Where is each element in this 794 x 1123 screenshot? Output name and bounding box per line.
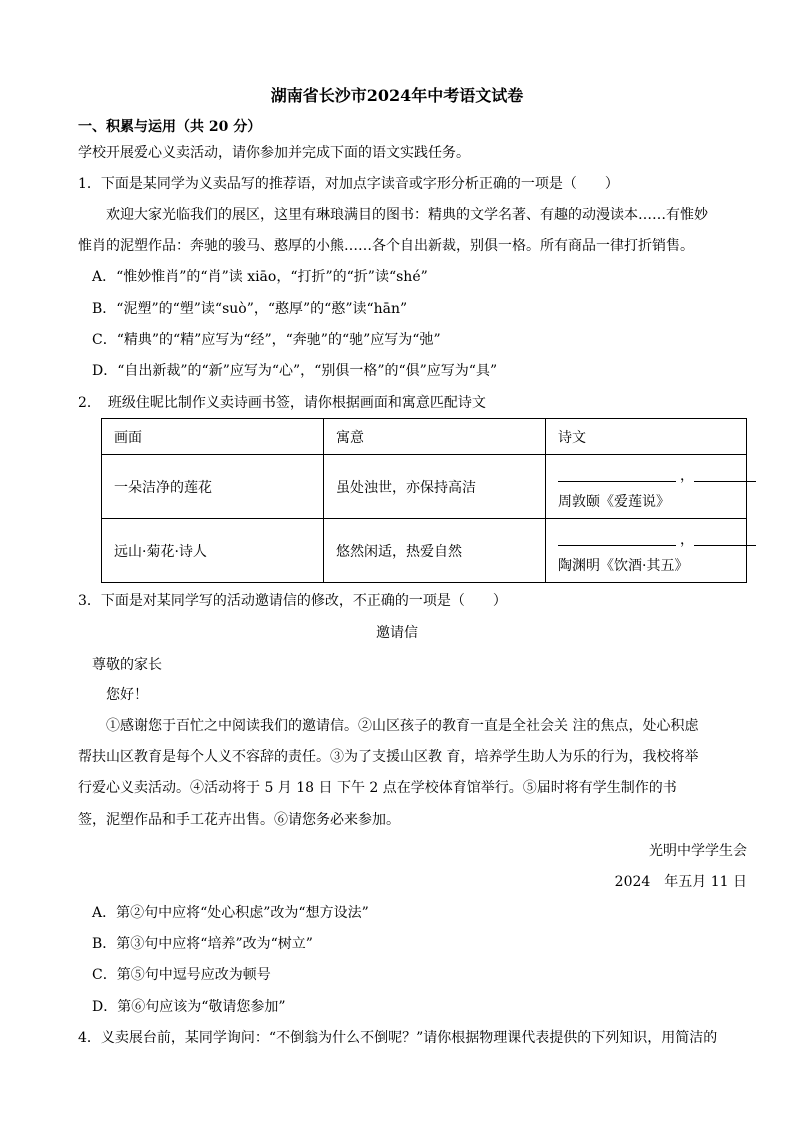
question-1-option-b: B．“泥塑”的“塑”读“suò”，“憨厚”的“憨”读“hān”	[92, 301, 408, 317]
question-3-stem: 3．下面是对某同学写的活动邀请信的修改，不正确的一项是（ ）	[78, 593, 507, 609]
letter-greeting: 您好！	[106, 687, 148, 703]
blank-separator: ，	[680, 531, 694, 548]
answer-blank[interactable]	[694, 467, 756, 482]
table-header-row	[102, 419, 747, 455]
letter-body-line: 帮扶山区教育是每个人义不容辞的责任。③为了支援山区教 育，培养学生助人为乐的行为，我校将举	[78, 749, 699, 765]
table-row	[102, 455, 747, 519]
question-1-passage: 欢迎大家光临我们的展区，这里有琳琅满目的图书：精典的文学名著、有趣的动漫读本……有惟妙	[106, 207, 708, 223]
letter-body-line: ①感谢您于百忙之中阅读我们的邀请信。②山区孩子的教育一直是全社会关 注的焦点，处心积虑	[106, 718, 699, 734]
table-cell-meaning: 虽处浊世，亦保持高洁	[324, 455, 546, 519]
question-2-stem: 2． 班级住昵比制作义卖诗画书签，请你根据画面和寓意匹配诗文	[78, 395, 486, 411]
table-cell-poem	[546, 455, 747, 519]
table-header-cell: 诗文	[546, 419, 747, 455]
table-cell-poem	[546, 519, 747, 583]
question-3-option-c: C．第⑤句中逗号应改为顿号	[92, 967, 271, 983]
letter-signature: 光明中学学生会	[649, 843, 747, 859]
poem-source: 陶渊明《饮酒·其五》	[558, 557, 689, 574]
table-row	[102, 519, 747, 583]
question-1-option-d: D．“自出新裁”的“新”应写为“心”，“别俱一格”的“俱”应写为“具”	[92, 363, 498, 379]
exam-title: 湖南省长沙市2024年中考语文试卷	[270, 86, 524, 105]
question-3-option-b: B．第③句中应将“培养”改为“树立”	[92, 936, 313, 952]
answer-blank[interactable]	[558, 467, 676, 482]
letter-body-line: 行爱心义卖活动。④活动将于 5 月 18 日 下午 2 点在学校体育馆举行。⑤届时将有学生制作的书	[78, 780, 677, 796]
answer-blank[interactable]	[558, 531, 676, 546]
poem-match-table	[101, 418, 747, 583]
letter-salutation: 尊敬的家长	[92, 657, 162, 673]
table-header-cell: 寓意	[324, 419, 546, 455]
letter-body-line: 签，泥塑作品和手工花卉出售。⑥请您务必来参加。	[78, 812, 400, 828]
blank-separator: ，	[680, 467, 694, 484]
question-4-stem: 4．义卖展台前，某同学询问：“不倒翁为什么不倒呢？”请你根据物理课代表提供的下列知识，用简洁的	[78, 1030, 718, 1046]
question-1-passage: 惟肖的泥塑作品：奔驰的骏马、憨厚的小熊……各个自出新裁，别俱一格。所有商品一律打折销售。	[78, 238, 694, 254]
table-cell-scene: 远山·菊花·诗人	[102, 519, 324, 583]
question-1-stem: 1．下面是某同学为义卖品写的推荐语，对加点字读音或字形分析正确的一项是（ ）	[78, 176, 619, 192]
question-1-option-c: C．“精典”的“精”应写为“经”，“奔驰”的“驰”应写为“弛”	[92, 332, 441, 348]
poem-source: 周敦颐《爱莲说》	[558, 493, 670, 510]
question-3-option-a: A．第②句中应将“处心积虑”改为“想方设法”	[92, 905, 369, 921]
question-1-option-a: A．“惟妙惟肖”的“肖”读 xiāo，“打折”的“折”读“shé”	[92, 269, 428, 285]
table-cell-scene: 一朵洁净的莲花	[102, 455, 324, 519]
section-intro: 学校开展爱心义卖活动，请你参加并完成下面的语文实践任务。	[78, 145, 470, 161]
letter-date: 2024 年五月 11 日	[614, 874, 747, 890]
answer-blank[interactable]	[694, 531, 756, 546]
table-header-cell: 画面	[102, 419, 324, 455]
section-heading: 一、积累与运用（共 20 分）	[78, 119, 262, 135]
question-3-option-d: D．第⑥句应该为“敬请您参加”	[92, 999, 286, 1015]
table-cell-meaning: 悠然闲适，热爱自然	[324, 519, 546, 583]
letter-title: 邀请信	[376, 625, 418, 641]
